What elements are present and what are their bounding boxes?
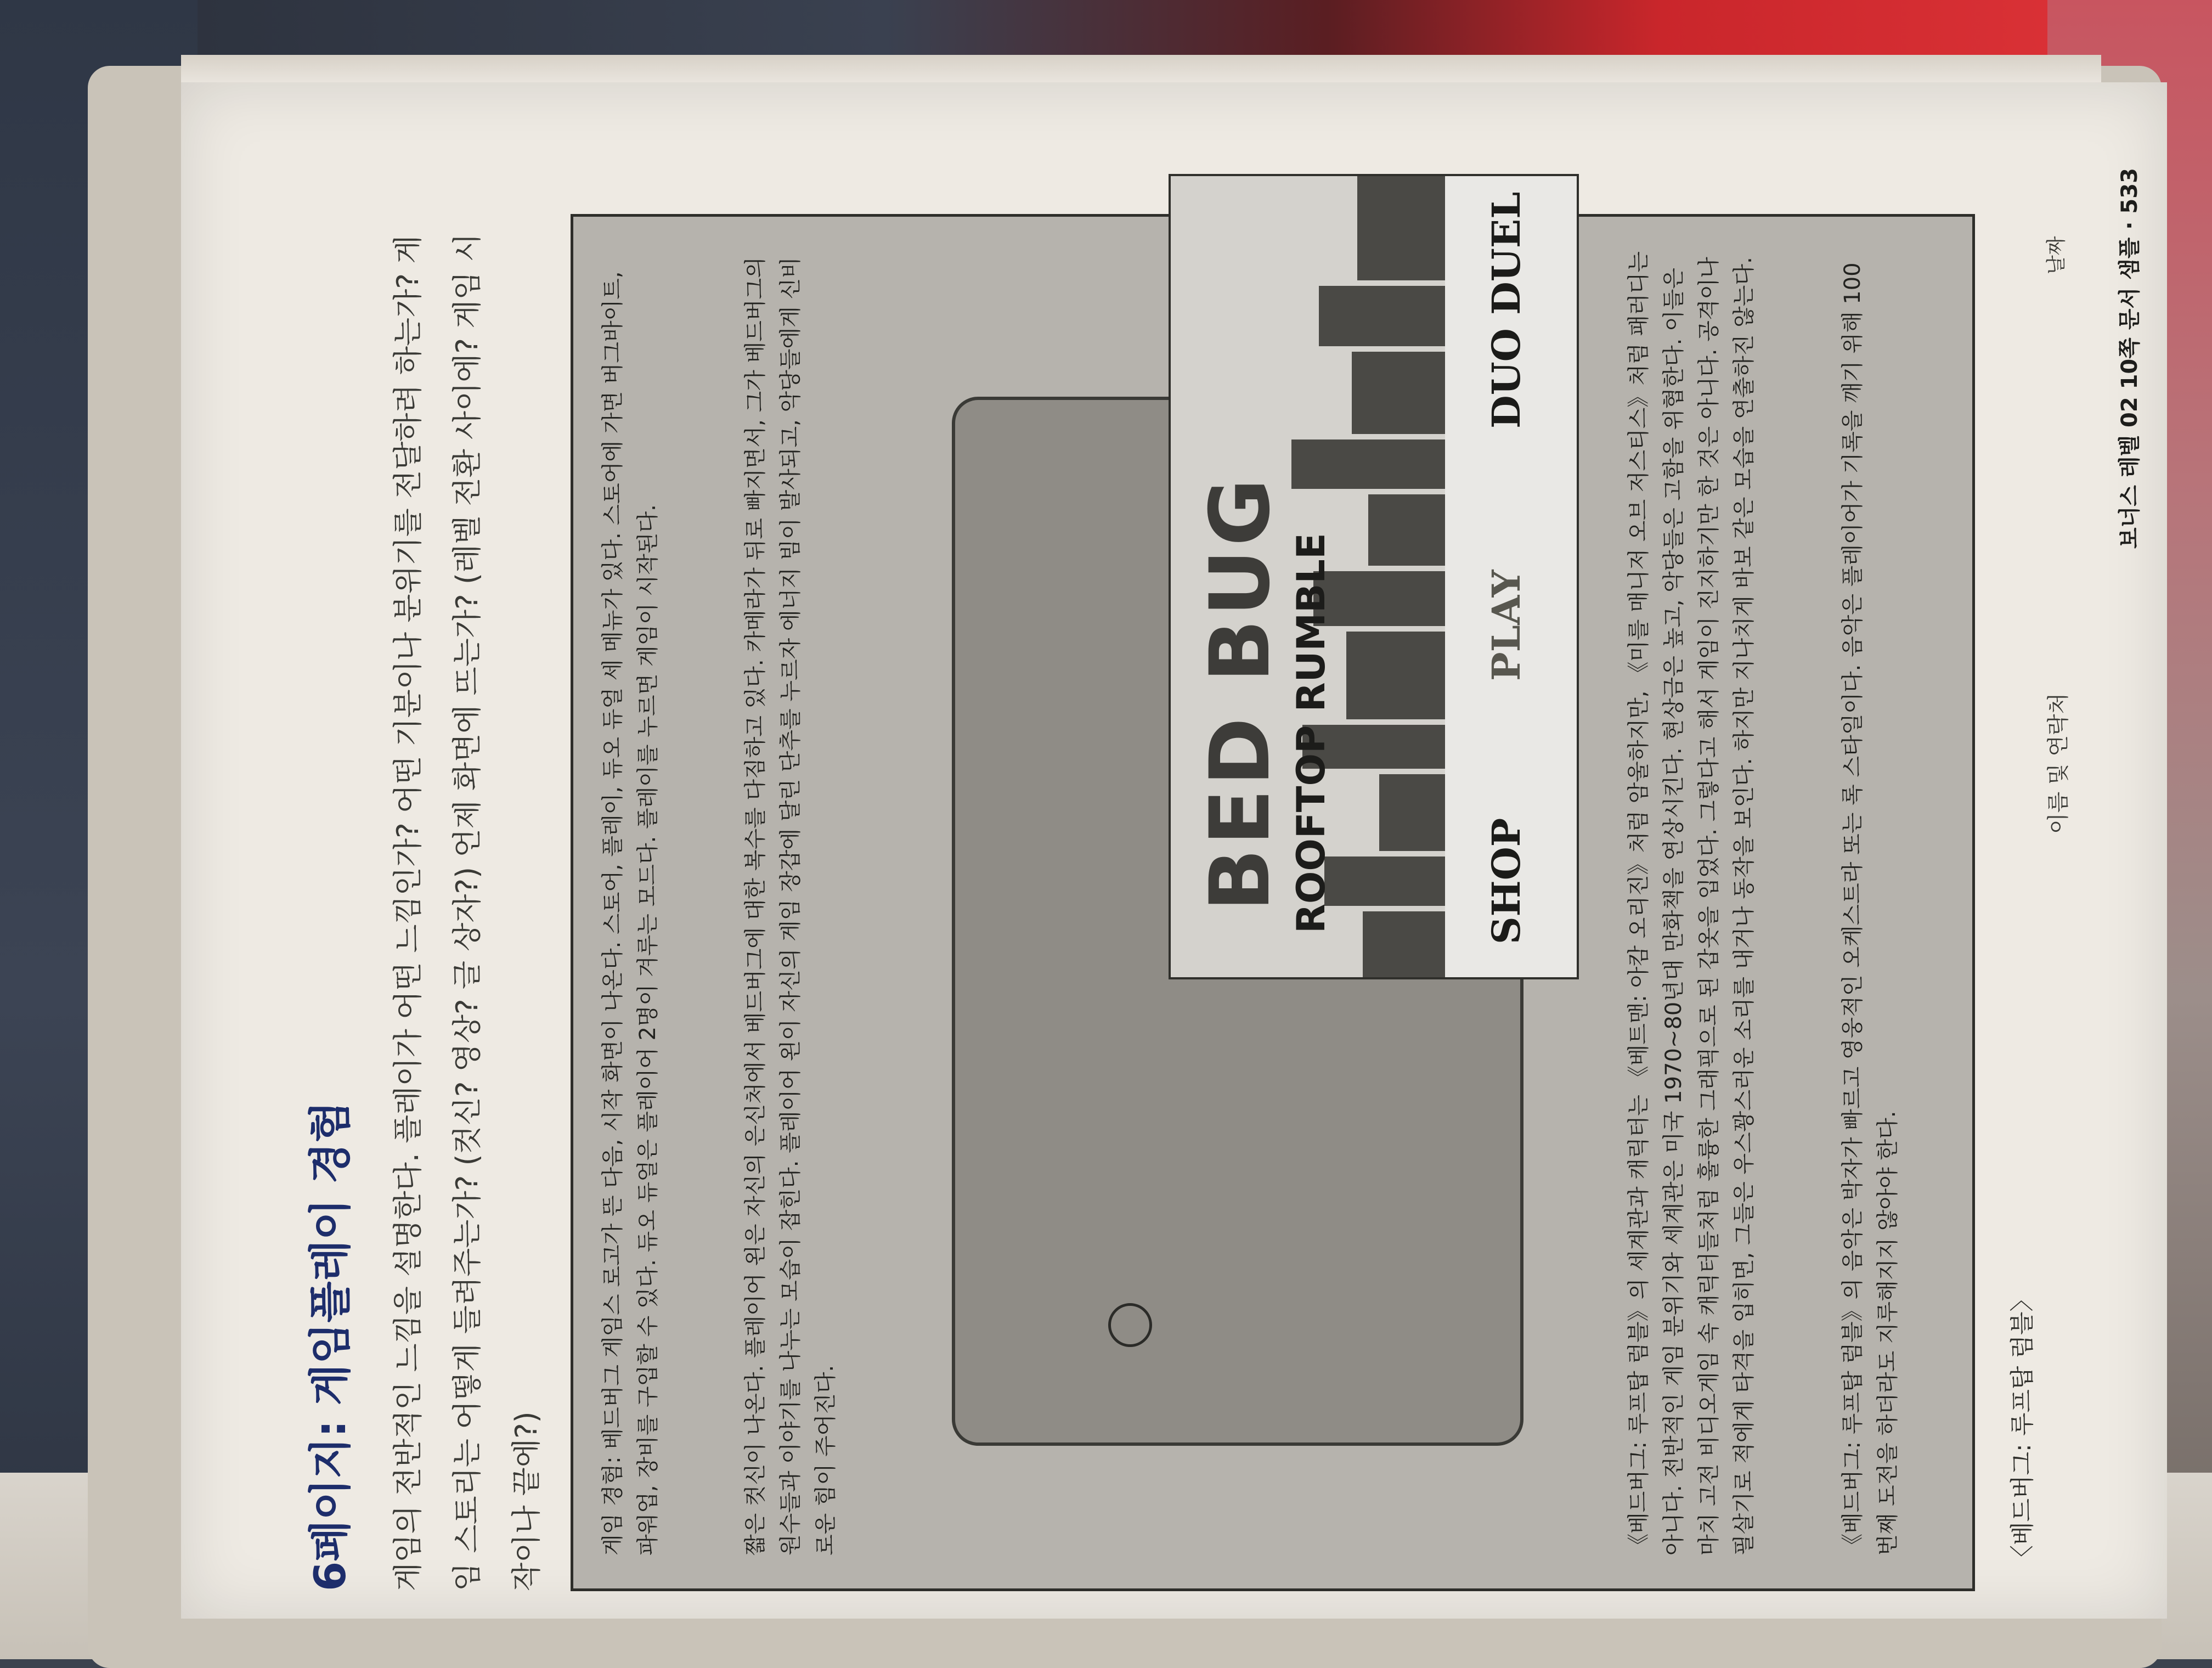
menu-duo-duel: DUO DUEL — [1483, 191, 1529, 429]
game-menu-bar — [1445, 176, 1577, 977]
building-9 — [1352, 352, 1445, 434]
card-caption: 〈베드버그: 루프탑 럼블〉 — [2008, 1287, 2036, 1569]
building-3 — [1379, 774, 1445, 851]
building-2 — [1324, 856, 1445, 906]
building-1 — [1363, 911, 1445, 977]
page-content — [285, 165, 2151, 1591]
gameplay-paragraph-3: 《베드버그: 루프탑 럼블》의 세계관과 캐릭터는 《베트맨: 아캄 오리진》처럼 암울하지만, 《미를 매니저 오브 저스티스》처럼 패러디는 아니다. 전반적인 게임 분위기와 세계관은 미국 1970~80년대 만화책을 연상시킨다. 현상금은 높고, 악당들은 고함을 위협한다. 이들은 마치 고전 비디오게임 속 캐릭터들처럼 훌륭한 그래픽으로 된 갑옷을 입었다. 그렇다고 해서 게임이 진지하기만 한 것은 아니다. 공격이나 필살기로 적에게 타격을 입히면, 그들은 우스꽝스러운 소리를 내거나 동작을 보인다. 하지만 지나치게 바보 같은 모습을 연출하진 않는다. — [1626, 251, 1757, 1556]
building-8 — [1291, 439, 1445, 489]
building-7 — [1368, 494, 1445, 566]
gameplay-paragraph-2: 짧은 컷신이 나온다. 플레이어 왼은 자신의 은신처에서 베드버그에 대한 복수를 다짐하고 있다. 카메라가 뒤로 빠지면서, 그가 베드버그의 원수들과 이야기를 나누는 모습이 잡힌다. 플레이어 왼이 자신의 게임 장갑에 달린 단추를 누르자 에너지 빔이 발사되고, 악당들에게 신비로운 힘이 주어진다. — [743, 257, 838, 1556]
game-title-screen — [1169, 174, 1579, 979]
menu-shop: SHOP — [1483, 818, 1529, 944]
game-subtitle: ROOFTOP RUMBLE — [1289, 533, 1334, 933]
menu-play: PLAY — [1483, 570, 1529, 681]
page-footer: 보너스 레벨 02 10쪽 문서 샘플 · 533 — [2117, 168, 2142, 549]
game-logo: BED BUG — [1193, 475, 1288, 911]
contact-label: 이름 및 연락처 — [2046, 692, 2071, 834]
date-label: 날짜 — [2045, 236, 2068, 274]
building-5 — [1346, 632, 1445, 719]
gameplay-paragraph-1: 게임 경험: 베드버그 게임스 로고가 뜬 다음, 시작 화면이 나온다. 스토어, 플레이, 듀오 듀얼 세 메뉴가 있다. 스토어에 가면 버그바이트, 파워업, 장비를 구입할 수 있다. 듀오 듀얼은 플레이어 2명이 겨루는 모드다. 플레이를 누르면 게임이 시작된다. — [600, 271, 661, 1556]
building-10 — [1319, 286, 1445, 346]
intro-paragraph: 게임의 전반적인 느낌을 설명한다. 플레이가 어떤 느낌인가? 어떤 기분이나 분위기를 전달하려 하는가? 게임 스토리는 어떻게 들려주는가? (컷신? 영상? 글 상자?) 언제 화면에 뜨는가? (레벨 전환 사이에? 게임 시작이나 끝에?) — [391, 233, 544, 1591]
tablet-home-button — [1108, 1303, 1152, 1347]
section-title: 6페이지: 게임플레이 경험 — [306, 1101, 356, 1591]
gameplay-paragraph-4: 《베드버그: 루프탑 럼블》의 음악은 박자가 빠르고 영웅적인 오케스트라 또는 록 스타일이다. 음악은 플레이어가 기록을 깨기 위해 100번째 도전을 하더라도 지루해지지 않아야 한다. — [1840, 262, 1900, 1556]
document-sample-card — [571, 191, 1975, 1591]
building-11 — [1357, 176, 1445, 280]
